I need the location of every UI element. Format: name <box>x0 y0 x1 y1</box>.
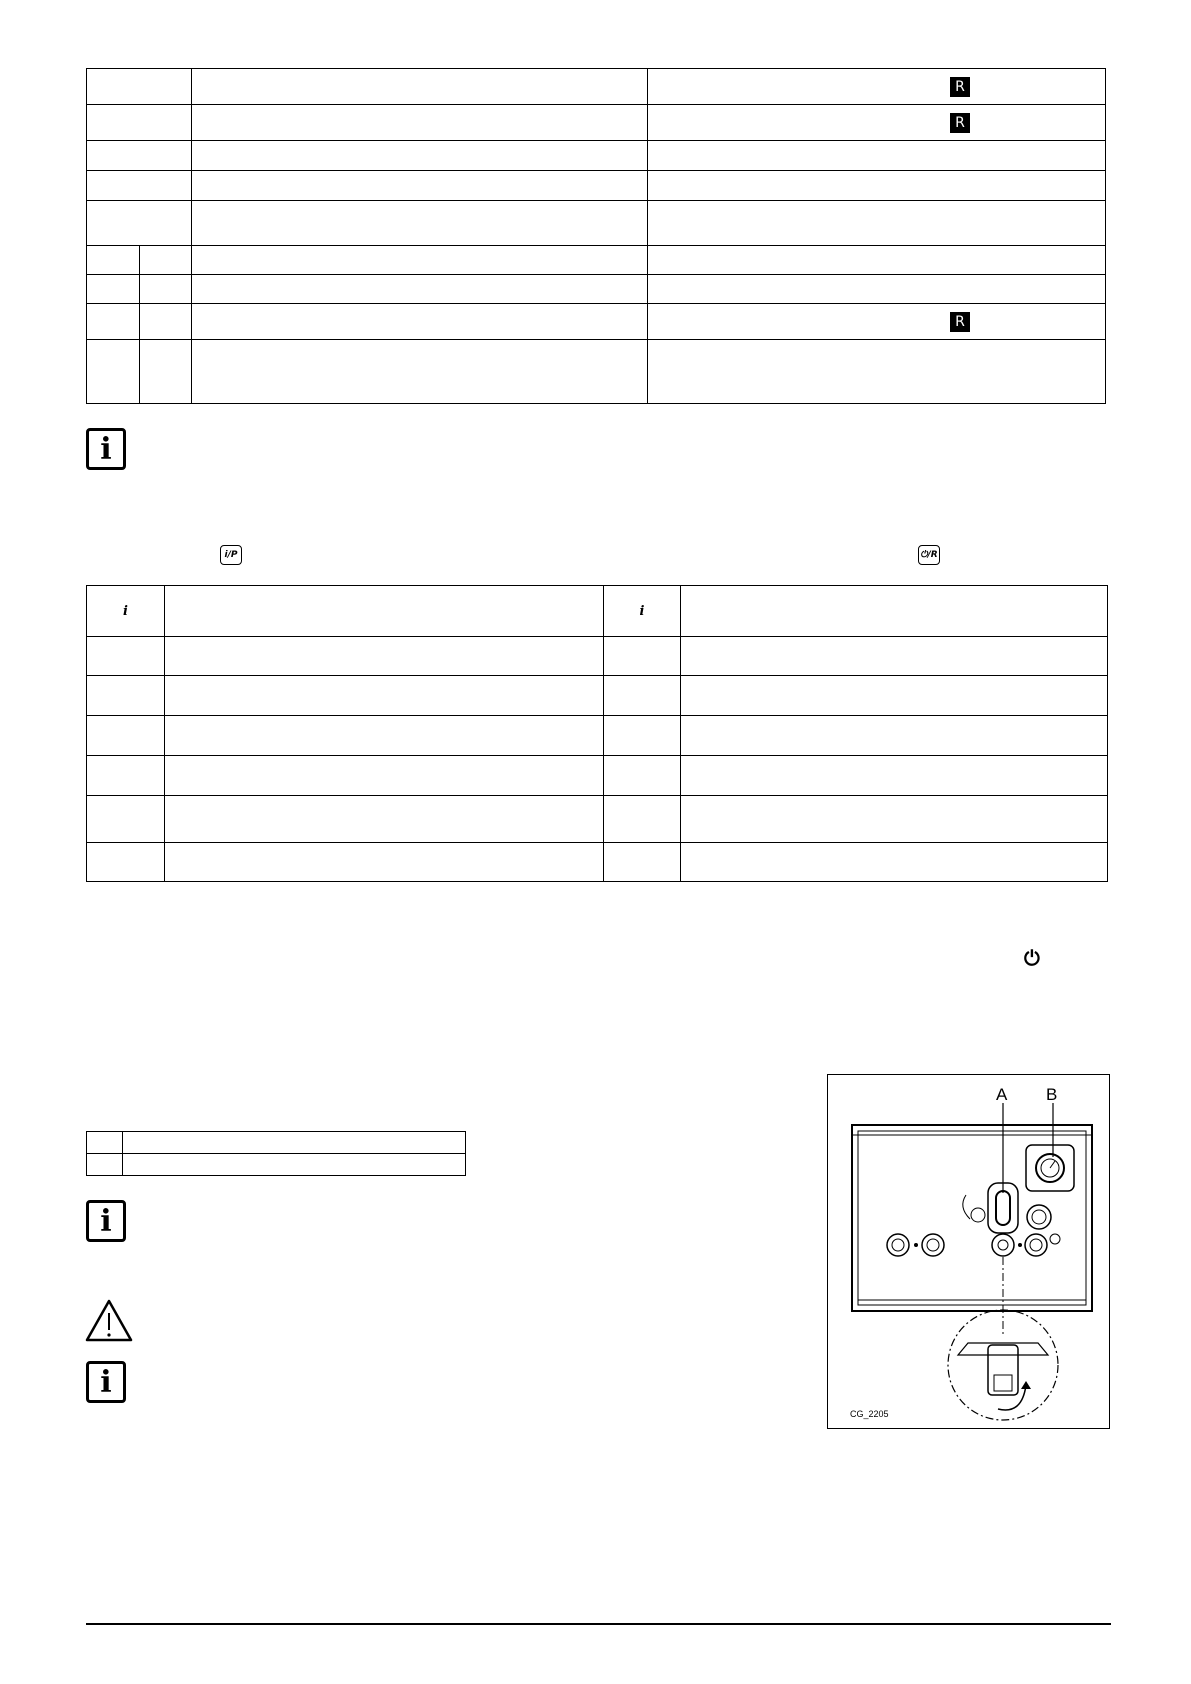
warning-icon <box>84 1298 134 1343</box>
table-row <box>87 637 1108 676</box>
table-row <box>87 304 1106 340</box>
table-row <box>87 843 1108 882</box>
reset-r-icon: R <box>950 312 970 332</box>
table-row <box>87 1132 466 1154</box>
figure-label-a: A <box>996 1085 1008 1104</box>
table-header-row <box>87 586 1108 637</box>
table-row <box>87 141 1106 171</box>
info-note-icon: i <box>86 428 126 470</box>
info-note-icon: i <box>86 1200 126 1242</box>
table-row <box>87 275 1106 304</box>
pressure-table <box>86 1131 466 1176</box>
table-row <box>87 756 1108 796</box>
info-header-icon: i <box>87 586 165 637</box>
footer-rule <box>86 1623 1111 1625</box>
reset-key-icon: ⏻/R <box>918 545 940 565</box>
boiler-figure <box>827 1074 1110 1429</box>
info-note-icon: i <box>86 1361 126 1403</box>
table-row <box>87 201 1106 246</box>
boiler-drawing <box>828 1075 1109 1428</box>
info-key-icon: i/P <box>220 545 242 565</box>
table-row <box>87 716 1108 756</box>
table-row <box>87 105 1106 141</box>
table-row <box>87 796 1108 843</box>
figure-label-b: B <box>1046 1085 1058 1104</box>
power-icon: ⏻ <box>1024 946 1040 970</box>
figure-code: CG_2205 <box>850 1409 889 1419</box>
reset-r-icon: R <box>950 113 970 133</box>
table-row <box>87 676 1108 716</box>
info-codes-table <box>86 585 1108 882</box>
table-row <box>87 1154 466 1176</box>
parameters-table <box>86 68 1106 404</box>
reset-r-icon: R <box>950 77 970 97</box>
table-row <box>87 171 1106 201</box>
table-row <box>87 340 1106 404</box>
info-header-icon: i <box>604 586 681 637</box>
table-row <box>87 246 1106 275</box>
table-row <box>87 69 1106 105</box>
